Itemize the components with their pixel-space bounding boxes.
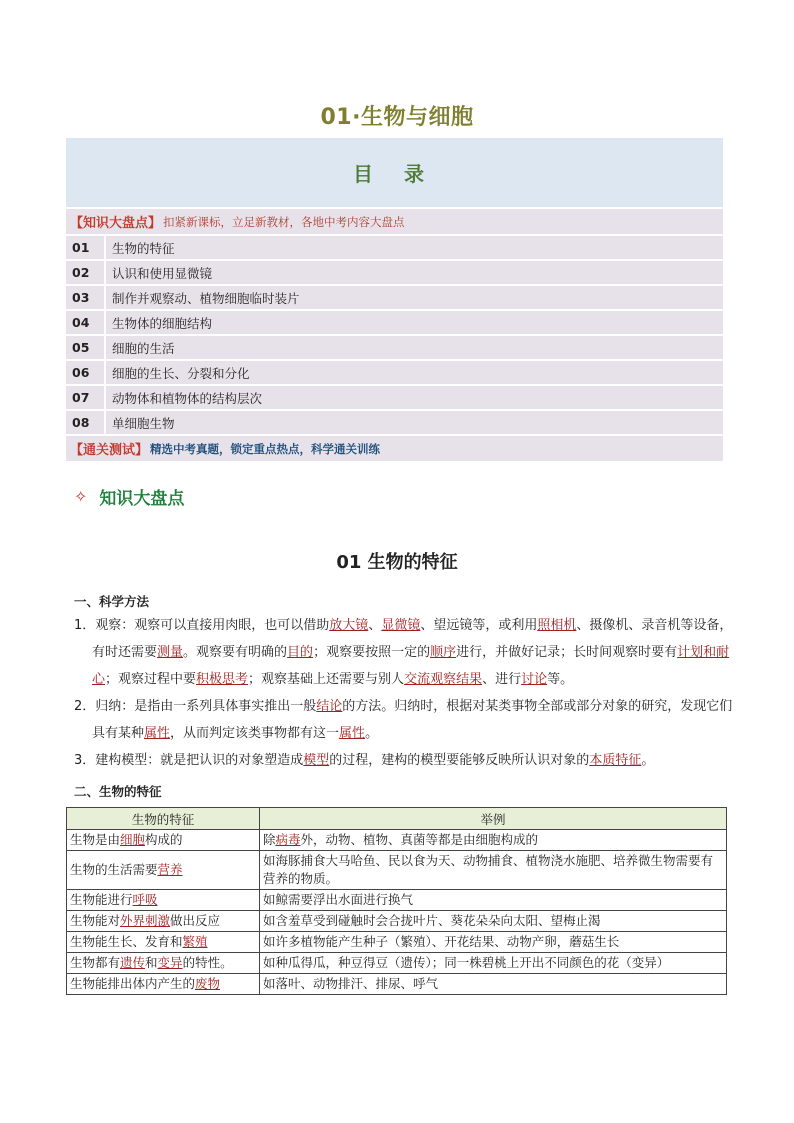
text-segment: ；观察要按照一定的 xyxy=(313,645,431,660)
toc-item[interactable] xyxy=(66,311,723,334)
table-row xyxy=(67,830,727,851)
keyword: 放大镜 xyxy=(329,618,369,633)
toc-item-number: 08 xyxy=(72,415,90,430)
keyword: 模型 xyxy=(303,753,330,768)
toc-item-number: 06 xyxy=(72,365,90,380)
trait-cell xyxy=(67,932,260,953)
text-segment: 、进行 xyxy=(482,672,522,687)
text-segment: 、望远镜等，或利用 xyxy=(420,618,538,633)
text-segment: 2．归纳：是指由一系列具体事实推出一般 xyxy=(74,699,317,714)
example-cell xyxy=(260,851,727,890)
text-segment: 如种瓜得瓜，种豆得豆（遗传）；同一株碧桃上开出不同颜色的花（变异） xyxy=(263,955,670,970)
toc-banner-desc: 扣紧新课标，立足新教材，各地中考内容大盘点 xyxy=(163,214,405,229)
example-cell xyxy=(260,890,727,911)
toc-item-number: 01 xyxy=(72,240,90,255)
text-segment: 如鲸需要浮出水面进行换气 xyxy=(263,892,414,907)
part2-heading: 二、生物的特征 xyxy=(74,784,162,799)
text-segment: 如海豚捕食大马哈鱼、民以食为天、动物捕食、植物浇水施肥、培养微生物需要有营养的物质。 xyxy=(263,853,714,886)
trait-cell xyxy=(67,851,260,890)
sparkle-icon: ✧ xyxy=(74,487,88,506)
keyword: 细胞 xyxy=(120,832,146,847)
text-segment: 生物能进行 xyxy=(70,892,133,907)
trait-cell xyxy=(67,974,260,995)
paragraph-induction xyxy=(74,693,734,747)
text-segment: 生物能排出体内产生的 xyxy=(70,976,196,991)
toc-item-label: 认识和使用显微镜 xyxy=(104,261,723,284)
text-segment: 等。 xyxy=(547,672,574,687)
text-segment: ；观察基础上还需要与别人 xyxy=(248,672,405,687)
keyword: 交流观察结果 xyxy=(404,672,483,687)
subsection-title: 01 生物的特征 xyxy=(336,552,458,573)
table-header: 举例 xyxy=(260,808,727,830)
toc-banner-desc: 精选中考真题，锁定重点热点，科学通关训练 xyxy=(150,441,381,456)
toc-item[interactable] xyxy=(66,286,723,309)
section-heading xyxy=(74,484,184,509)
keyword: 属性 xyxy=(144,726,171,741)
keyword: 结论 xyxy=(316,699,343,714)
text-segment: 的方法。归纳时，根据对某类事物全部或部分对象的研究，发现它们具有某种 xyxy=(92,699,733,741)
toc-banner-test[interactable] xyxy=(66,436,723,461)
table-header: 生物的特征 xyxy=(67,808,260,830)
text-segment: 、摄像机、录音机等设备，有时还需要 xyxy=(92,618,733,660)
toc-item[interactable] xyxy=(66,386,723,409)
example-cell xyxy=(260,932,727,953)
example-cell xyxy=(260,953,727,974)
toc-item-label: 细胞的生活 xyxy=(104,336,723,359)
table-row xyxy=(67,911,727,932)
toc-banner-knowledge[interactable] xyxy=(66,209,723,234)
toc-item[interactable] xyxy=(66,236,723,259)
text-segment: ，从而判定该类事物都有这一 xyxy=(170,726,340,741)
toc-item-label: 制作并观察动、植物细胞临时装片 xyxy=(104,286,723,309)
text-segment: 生物能生长、发育和 xyxy=(70,934,183,949)
keyword: 讨论 xyxy=(521,672,548,687)
text-segment: 的特性。 xyxy=(182,955,233,970)
example-cell xyxy=(260,911,727,932)
keyword: 测量 xyxy=(157,645,184,660)
toc-item-number: 04 xyxy=(72,315,90,330)
text-segment: 生物能对 xyxy=(70,913,121,928)
table-row xyxy=(67,932,727,953)
toc-item-number: 07 xyxy=(72,390,90,405)
keyword: 呼吸 xyxy=(132,892,158,907)
text-segment: 和 xyxy=(145,955,158,970)
trait-cell xyxy=(67,830,260,851)
toc-item[interactable] xyxy=(66,336,723,359)
example-cell xyxy=(260,974,727,995)
toc-item-number: 05 xyxy=(72,340,90,355)
text-segment: 。 xyxy=(365,726,379,741)
table-row xyxy=(67,953,727,974)
toc-banner-label: 【通关测试】 xyxy=(70,443,149,458)
toc-item[interactable] xyxy=(66,261,723,284)
part1-body xyxy=(74,612,734,774)
toc-item-label: 生物体的细胞结构 xyxy=(104,311,723,334)
toc-item-label: 生物的特征 xyxy=(104,236,723,259)
keyword: 计划和耐心 xyxy=(92,645,730,687)
text-segment: 生物都有 xyxy=(70,955,121,970)
text-segment: 如许多植物能产生种子（繁殖）、开花结果、动物产卵，蘑菇生长 xyxy=(263,934,620,949)
toc-item-number: 03 xyxy=(72,290,90,305)
table-row xyxy=(67,890,727,911)
trait-cell xyxy=(67,953,260,974)
table-row xyxy=(67,974,727,995)
text-segment: 进行，并做好记录；长时间观察时要有 xyxy=(456,645,678,660)
text-segment: 1．观察：观察可以直接用肉眼，也可以借助 xyxy=(74,618,330,633)
toc-heading: 目 录 xyxy=(66,138,723,207)
keyword: 本质特征 xyxy=(589,753,642,768)
keyword: 遗传 xyxy=(120,955,146,970)
section-title: 知识大盘点 xyxy=(99,489,185,509)
keyword: 废物 xyxy=(195,976,221,991)
traits-table xyxy=(66,807,727,995)
part1-heading: 一、科学方法 xyxy=(74,594,150,609)
text-segment: 。观察要有明确的 xyxy=(183,645,288,660)
text-segment: 构成的 xyxy=(145,832,183,847)
keyword: 属性 xyxy=(339,726,366,741)
text-segment: 如含羞草受到碰触时会合拢叶片、葵花朵朵向太阳、望梅止渴 xyxy=(263,913,601,928)
paragraph-modeling xyxy=(74,747,734,774)
keyword: 营养 xyxy=(157,862,183,877)
keyword: 积极思考 xyxy=(196,672,249,687)
toc-banner-label: 【知识大盘点】 xyxy=(70,216,162,231)
toc-item-number: 02 xyxy=(72,265,90,280)
keyword: 繁殖 xyxy=(182,934,208,949)
text-segment: 做出反应 xyxy=(170,913,221,928)
table-row xyxy=(67,851,727,890)
text-segment: 的过程，建构的模型要能够反映所认识对象的 xyxy=(329,753,590,768)
text-segment: ；观察过程中要 xyxy=(105,672,197,687)
trait-cell xyxy=(67,890,260,911)
text-segment: 如落叶、动物排汗、排尿、呼气 xyxy=(263,976,439,991)
text-segment: 、 xyxy=(368,618,382,633)
text-segment: 除 xyxy=(263,832,276,847)
text-segment: 。 xyxy=(641,753,655,768)
keyword: 病毒 xyxy=(275,832,301,847)
toc-item[interactable] xyxy=(66,411,723,434)
document-title: 01·生物与细胞 xyxy=(320,105,474,130)
keyword: 照相机 xyxy=(537,618,577,633)
keyword: 顺序 xyxy=(430,645,457,660)
example-cell xyxy=(260,830,727,851)
keyword: 变异 xyxy=(157,955,183,970)
keyword: 目的 xyxy=(287,645,314,660)
text-segment: 生物是由 xyxy=(70,832,121,847)
text-segment: 生物的生活需要 xyxy=(70,862,158,877)
keyword: 外界刺激 xyxy=(120,913,171,928)
trait-cell xyxy=(67,911,260,932)
text-segment: 3．建构模型：就是把认识的对象塑造成 xyxy=(74,753,304,768)
toc-item-label: 动物体和植物体的结构层次 xyxy=(104,386,723,409)
table-of-contents xyxy=(66,138,723,461)
paragraph-observation xyxy=(74,612,734,693)
keyword: 显微镜 xyxy=(381,618,421,633)
toc-item[interactable] xyxy=(66,361,723,384)
text-segment: 外，动物、植物、真菌等都是由细胞构成的 xyxy=(300,832,539,847)
toc-item-label: 单细胞生物 xyxy=(104,411,723,434)
toc-item-label: 细胞的生长、分裂和分化 xyxy=(104,361,723,384)
